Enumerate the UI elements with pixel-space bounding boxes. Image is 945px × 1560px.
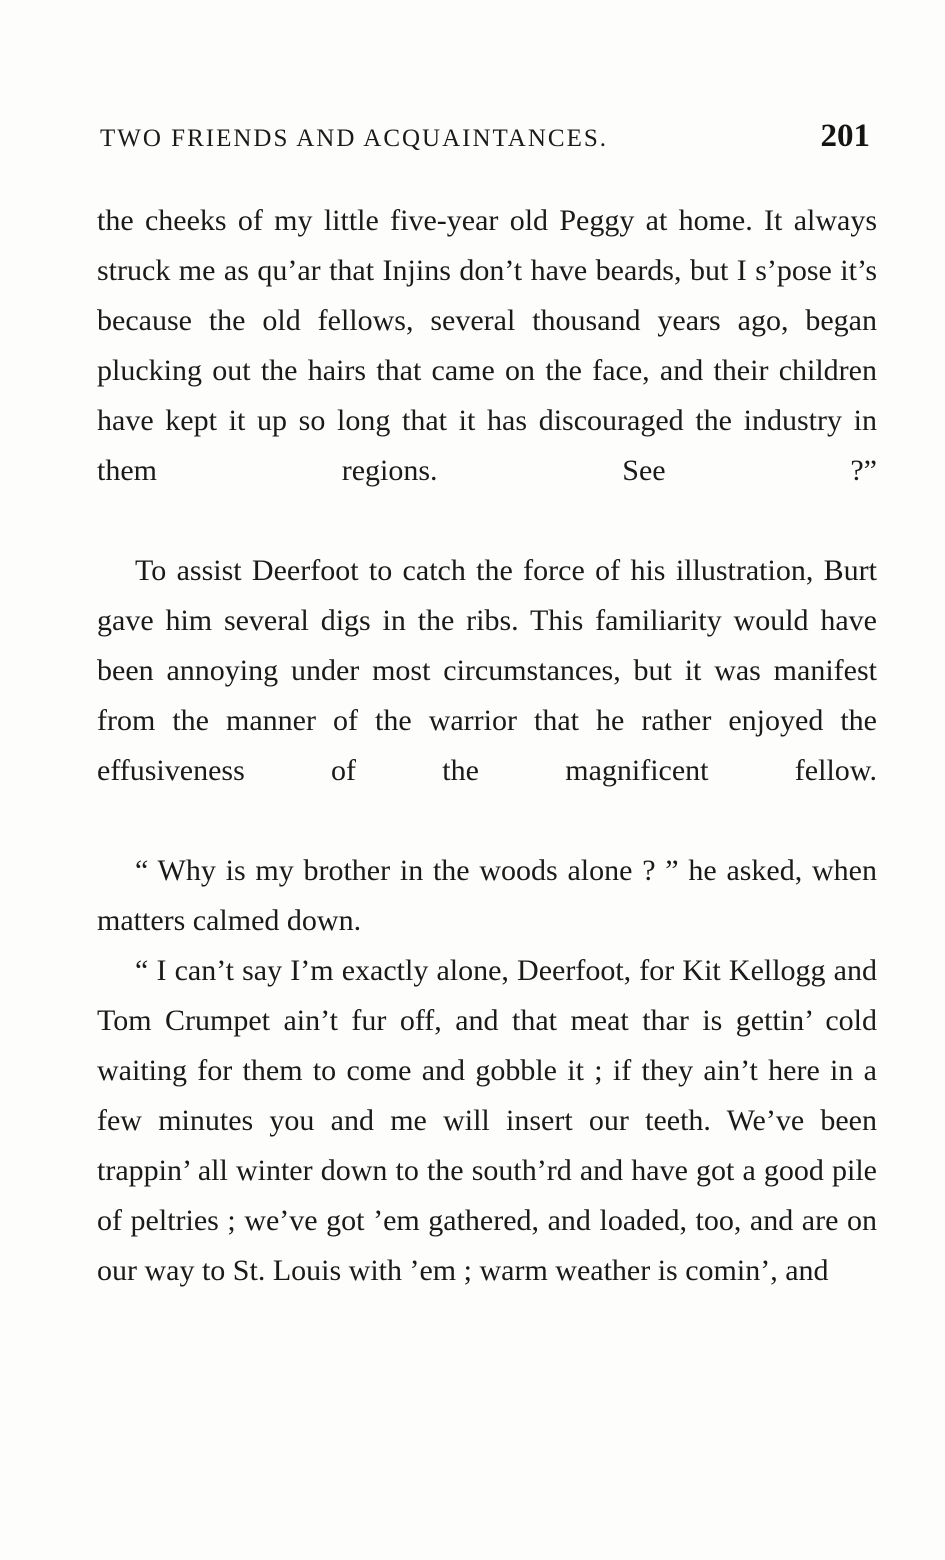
paragraph: “ I can’t say I’m exactly alone, Deerfoot, for Kit Kellogg and Tom Crumpet ain’t fur off, and that meat thar is gettin’ cold waiting for them to come and gobble it ; if they ain’t here in a few minutes you and me will insert our teeth. We’ve been trappin’ all winter down to the south’rd and have got a good pile of peltries ; we’ve got ’em gathered, and loaded, too, and are on our way to St. Louis with ’em ; warm weather is comin’, and (97, 954, 877, 1287)
page-number: 201 (820, 118, 870, 154)
body-text (97, 196, 877, 1296)
paragraph: To assist Deerfoot to catch the force of his illustration, Burt gave him several digs in the ribs. This familiarity would have been annoying under most circumstances, but it was manifest from the manner of the warrior that he rather enjoyed the effusiveness of the magnificent fellow. (97, 554, 877, 787)
running-head (100, 118, 870, 155)
running-head-title: TWO FRIENDS AND ACQUAINTANCES. (100, 125, 609, 152)
paragraph: the cheeks of my little five-year old Peggy at home. It always struck me as qu’ar that Injins don’t have beards, but I s’pose it’s because the old fellows, several thousand years ago, began plucking out the hairs that came on the face, and their children have kept it up so long that it has discouraged the industry in them regions. See ?” (97, 204, 877, 487)
paragraph: “ Why is my brother in the woods alone ? ” he asked, when matters calmed down. (97, 854, 877, 937)
